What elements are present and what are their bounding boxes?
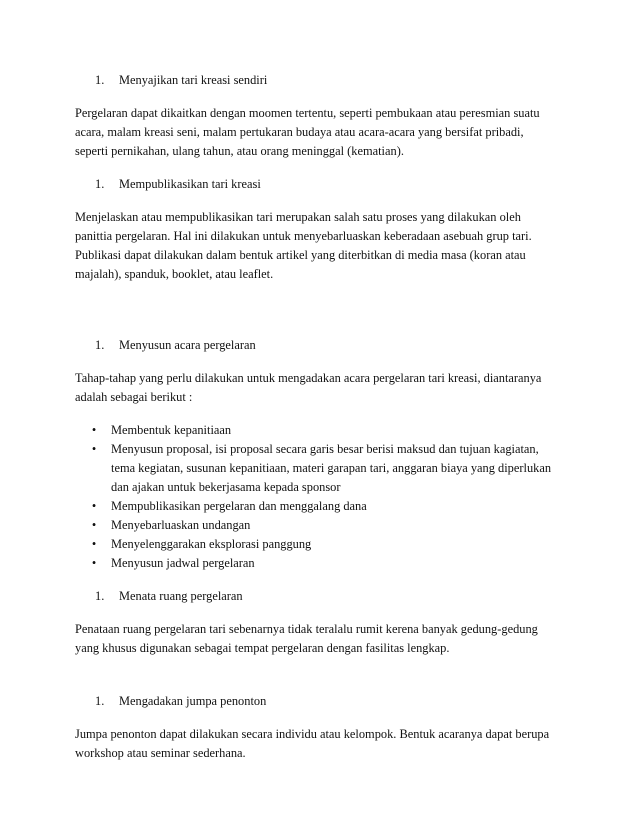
paragraph-jumpa bbox=[75, 725, 566, 763]
section-heading-menyajikan bbox=[95, 71, 566, 90]
list-item-text: Menyusun proposal, isi proposal secara garis besar berisi maksud dan tujuan kagiatan, bbox=[111, 442, 539, 456]
paragraph-line: Menjelaskan atau mempublikasikan tari merupakan salah satu proses yang dilakukan oleh bbox=[75, 210, 521, 224]
paragraph-line: workshop atau seminar sederhana. bbox=[75, 746, 246, 760]
list-item bbox=[87, 421, 566, 440]
bullet-icon: • bbox=[91, 442, 97, 456]
paragraph-line: seperti pernikahan, ulang tahun, atau orang meninggal (kematian). bbox=[75, 144, 404, 158]
list-item-text: dan ajakan untuk bekerjasama kepada sponsor bbox=[111, 480, 341, 494]
list-number: 1. bbox=[95, 73, 105, 87]
section-heading-menyusun-acara bbox=[95, 336, 566, 355]
list-item-text: Menyusun jadwal pergelaran bbox=[111, 556, 255, 570]
paragraph-line: Tahap-tahap yang perlu dilakukan untuk mengadakan acara pergelaran tari kreasi, diantaranya bbox=[75, 371, 542, 385]
heading-text: Menata ruang pergelaran bbox=[119, 589, 243, 603]
paragraph-line: panittia pergelaran. Hal ini dilakukan untuk menyebarluaskan keberadaan asebuah grup tari. bbox=[75, 229, 532, 243]
paragraph-penataan bbox=[75, 620, 566, 658]
paragraph-tahap bbox=[75, 369, 566, 407]
heading-text: Mempublikasikan tari kreasi bbox=[119, 177, 261, 191]
heading-text: Mengadakan jumpa penonton bbox=[119, 694, 267, 708]
list-number: 1. bbox=[95, 177, 105, 191]
heading-text: Menyusun acara pergelaran bbox=[119, 338, 256, 352]
bullet-icon: • bbox=[91, 537, 97, 551]
bullet-icon: • bbox=[91, 499, 97, 513]
list-item bbox=[87, 440, 566, 497]
paragraph-pergelaran bbox=[75, 104, 566, 161]
section-heading-menata-ruang bbox=[95, 587, 566, 606]
list-item-text: Menyebarluaskan undangan bbox=[111, 518, 251, 532]
list-item-text: Menyelenggarakan eksplorasi panggung bbox=[111, 537, 312, 551]
list-item bbox=[87, 535, 566, 554]
paragraph-line: Jumpa penonton dapat dilakukan secara individu atau kelompok. Bentuk acaranya dapat berupa bbox=[75, 727, 550, 741]
list-number: 1. bbox=[95, 589, 105, 603]
section-heading-mempublikasikan bbox=[95, 175, 566, 194]
section-heading-jumpa-penonton bbox=[95, 692, 566, 711]
paragraph-publikasi bbox=[75, 208, 566, 284]
list-item bbox=[87, 516, 566, 535]
bullet-icon: • bbox=[91, 556, 97, 570]
paragraph-line: adalah sebagai berikut : bbox=[75, 390, 193, 404]
list-item bbox=[87, 554, 566, 573]
paragraph-line: yang khusus digunakan sebagai tempat pergelaran dengan fasilitas lengkap. bbox=[75, 641, 450, 655]
bullet-icon: • bbox=[91, 423, 97, 437]
list-number: 1. bbox=[95, 338, 105, 352]
list-item-text: tema kegiatan, susunan kepanitiaan, materi garapan tari, anggaran biaya yang diperlukan bbox=[111, 461, 552, 475]
list-number: 1. bbox=[95, 694, 105, 708]
paragraph-line: acara, malam kreasi seni, malam pertukaran budaya atau acara-acara yang bersifat pribadi, bbox=[75, 125, 524, 139]
paragraph-line: Penataan ruang pergelaran tari sebenarnya tidak teralalu rumit kerena banyak gedung-gedung bbox=[75, 622, 538, 636]
bullet-icon: • bbox=[91, 518, 97, 532]
heading-text: Menyajikan tari kreasi sendiri bbox=[119, 73, 268, 87]
bullet-list bbox=[75, 421, 566, 573]
paragraph-line: majalah), spanduk, booklet, atau leaflet. bbox=[75, 267, 274, 281]
paragraph-line: Pergelaran dapat dikaitkan dengan moomen tertentu, seperti pembukaan atau peresmian suatu bbox=[75, 106, 540, 120]
paragraph-line: Publikasi dapat dilakukan dalam bentuk artikel yang diterbitkan di media masa (koran atau bbox=[75, 248, 526, 262]
list-item-text: Membentuk kepanitiaan bbox=[111, 423, 232, 437]
list-item bbox=[87, 497, 566, 516]
list-item-text: Mempublikasikan pergelaran dan menggalang dana bbox=[111, 499, 367, 513]
